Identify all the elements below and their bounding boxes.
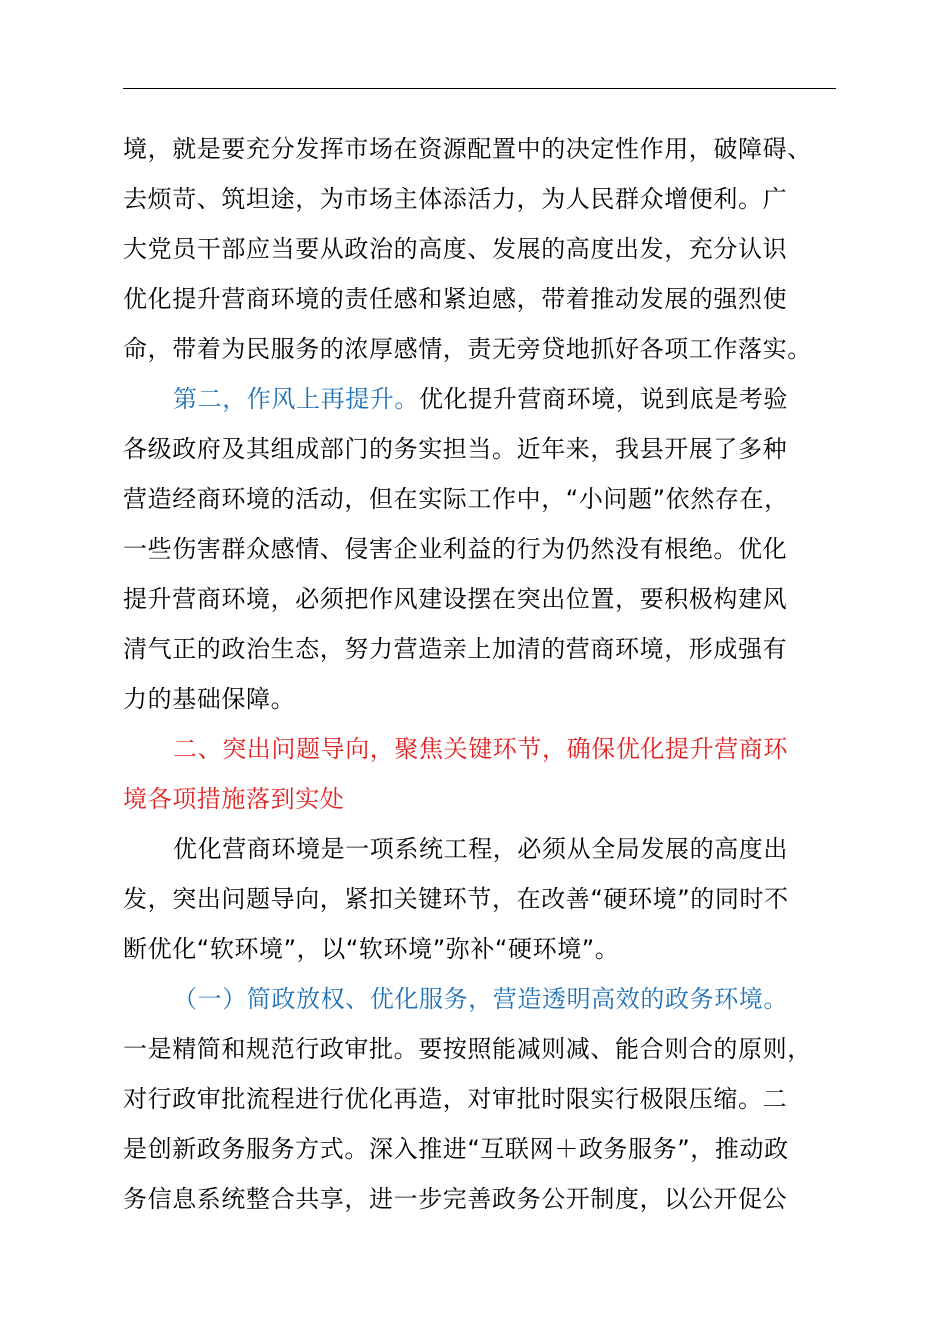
header-rule xyxy=(123,88,836,89)
paragraph-line: 去烦苛、筑坦途，为市场主体添活力，为人民群众增便利。广 xyxy=(123,185,788,213)
paragraph-line: 对行政审批流程进行优化再造，对审批时限实行极限压缩。二 xyxy=(123,1085,788,1113)
paragraph-line: 一是精简和规范行政审批。要按照能减则减、能合则合的原则， xyxy=(123,1035,812,1063)
document-body xyxy=(123,124,843,1224)
paragraph-line: 一些伤害群众感情、侵害企业利益的行为仍然没有根绝。优化 xyxy=(123,535,788,563)
paragraph-line: 清气正的政治生态，努力营造亲上加清的营商环境，形成强有 xyxy=(123,635,788,663)
subheading-second-point: 第二，作风上再提升。 xyxy=(173,385,419,413)
paragraph-line: 优化提升营商环境的责任感和紧迫感，带着推动发展的强烈使 xyxy=(123,285,788,313)
paragraph-line: 命，带着为民服务的浓厚感情，责无旁贷地抓好各项工作落实。 xyxy=(123,335,812,363)
paragraph-line: 各级政府及其组成部门的务实担当。近年来，我县开展了多种 xyxy=(123,435,788,463)
section-heading: 二、突出问题导向，聚焦关键环节，确保优化提升营商环 xyxy=(173,735,788,763)
paragraph-line: 务信息系统整合共享，进一步完善政务公开制度，以公开促公 xyxy=(123,1185,788,1213)
paragraph-line: 优化营商环境是一项系统工程，必须从全局发展的高度出 xyxy=(173,835,788,863)
subsection-heading: （一）简政放权、优化服务，营造透明高效的政务环境。 xyxy=(173,985,788,1013)
paragraph-line: 提升营商环境，必须把作风建设摆在突出位置，要积极构建风 xyxy=(123,585,788,613)
section-heading-continued: 境各项措施落到实处 xyxy=(123,785,345,813)
paragraph-line: 是创新政务服务方式。深入推进“互联网＋政务服务”，推动政 xyxy=(123,1135,789,1163)
paragraph-text: 优化提升营商环境，说到底是考验 xyxy=(419,385,788,413)
paragraph-line: 境，就是要充分发挥市场在资源配置中的决定性作用，破障碍、 xyxy=(123,135,812,163)
paragraph-line: 大党员干部应当要从政治的高度、发展的高度出发，充分认识 xyxy=(123,235,788,263)
paragraph-line: 断优化“软环境”，以“软环境”弥补“硬环境”。 xyxy=(123,935,620,963)
paragraph-line: 力的基础保障。 xyxy=(123,685,296,713)
paragraph-line: 发，突出问题导向，紧扣关键环节，在改善“硬环境”的同时不 xyxy=(123,885,789,913)
paragraph-line: 营造经商环境的活动，但在实际工作中，“小问题”依然存在， xyxy=(123,485,789,513)
paragraph-line-with-subheading xyxy=(123,374,843,424)
